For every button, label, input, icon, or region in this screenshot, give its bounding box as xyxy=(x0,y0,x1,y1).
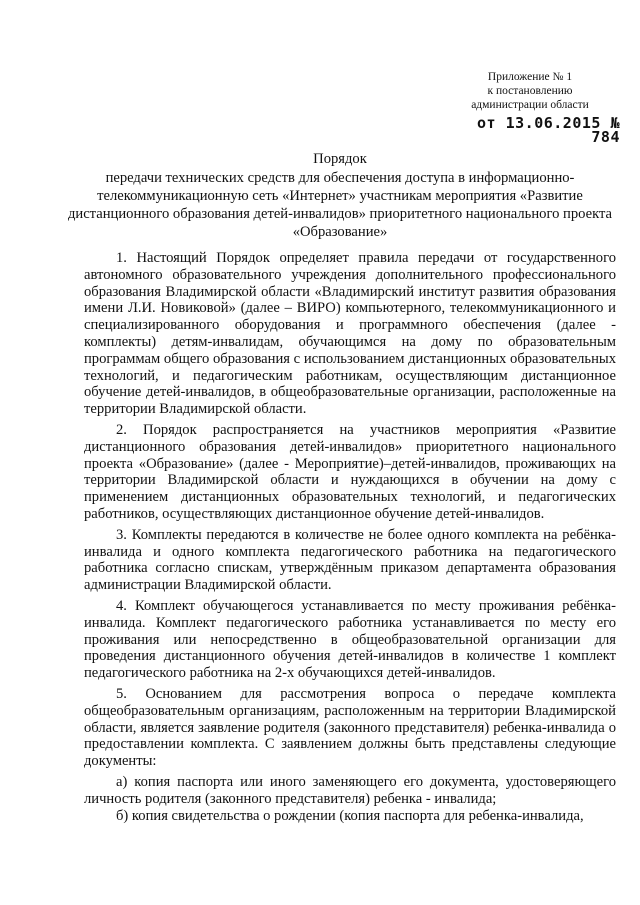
appendix-line: Приложение № 1 xyxy=(487,71,573,83)
appendix-line: администрации области xyxy=(471,99,589,111)
subitem-a: а) копия паспорта или иного заменяющего его документа, удостоверяющего личность родителя (законного представителя) ребенка - инвалида; xyxy=(84,773,616,807)
decree-number: от 13.06.2015 № 784 xyxy=(477,114,620,146)
paragraph-2: 2. Порядок распространяется на участников мероприятия «Развитие дистанционного образования детей-инвалидов» приоритетного национального проекта «Образование» (далее - Мероприятие)–детей-инвалидов, проживающих на территории Владимирской области и нуждающихся в обучении на дому с применением дистанционных образовательных технологий, и педагогических работников, осуществляющих дистанционное обучение детей-инвалидов. xyxy=(84,421,616,522)
title-text: передачи технических средств для обеспечения доступа в информационно-телекоммуникационную сеть «Интернет» участникам мероприятия «Развитие дистанционного образования детей-инвалидов» приоритетного национального проекта «Образование» xyxy=(67,170,613,240)
document-title xyxy=(60,150,620,241)
subitem-b: б) копия свидетельства о рождении (копия паспорта для ребенка-инвалида, xyxy=(116,807,584,824)
document-body xyxy=(84,250,616,824)
paragraph-3: 3. Комплекты передаются в количестве не более одного комплекта на ребёнка-инвалида и одного комплекта педагогического работника на педагогического работника согласно спискам, утверждённым приказом департамента образования администрации Владимирской области. xyxy=(84,526,616,594)
paragraph-5: 5. Основанием для рассмотрения вопроса о передаче комплекта общеобразовательным организациям, расположенным на территории Владимирской области, является заявление родителя (законного представителя) ребенка-инвалида о предоставлении комплекта. С заявлением должны быть представлены следующие документы: xyxy=(84,685,616,770)
paragraph-4: 4. Комплект обучающегося устанавливается по месту проживания ребёнка-инвалида. Комплект педагогического работника устанавливается по месту его проживания или непосредственно в общеобразовательной организации для проведения дистанционного обучения детей-инвалидов в количестве 1 комплект педагогического работника на 2-х обучающихся детей-инвалидов. xyxy=(84,597,616,682)
appendix-line: к постановлению xyxy=(487,85,573,97)
appendix-block xyxy=(440,70,620,144)
title-heading: Порядок xyxy=(313,151,367,167)
paragraph-1: 1. Настоящий Порядок определяет правила передачи от государственного автономного образовательного учреждения дополнительного профессионального образования Владимирской области «Владимирский институт развития образования имени Л.И. Новиковой» (далее – ВИРО) компьютерного, телекоммуникационного и специализированного оборудования и программного обеспечения (далее - комплекты) детям-инвалидам, обучающимся на дому по образовательным программам общего образования с использованием дистанционных образовательных технологий, и педагогическим работникам, осуществляющим дистанционное обучение детей-инвалидов, в общеобразовательные организации, расположенные на территории Владимирской области. xyxy=(84,250,616,418)
